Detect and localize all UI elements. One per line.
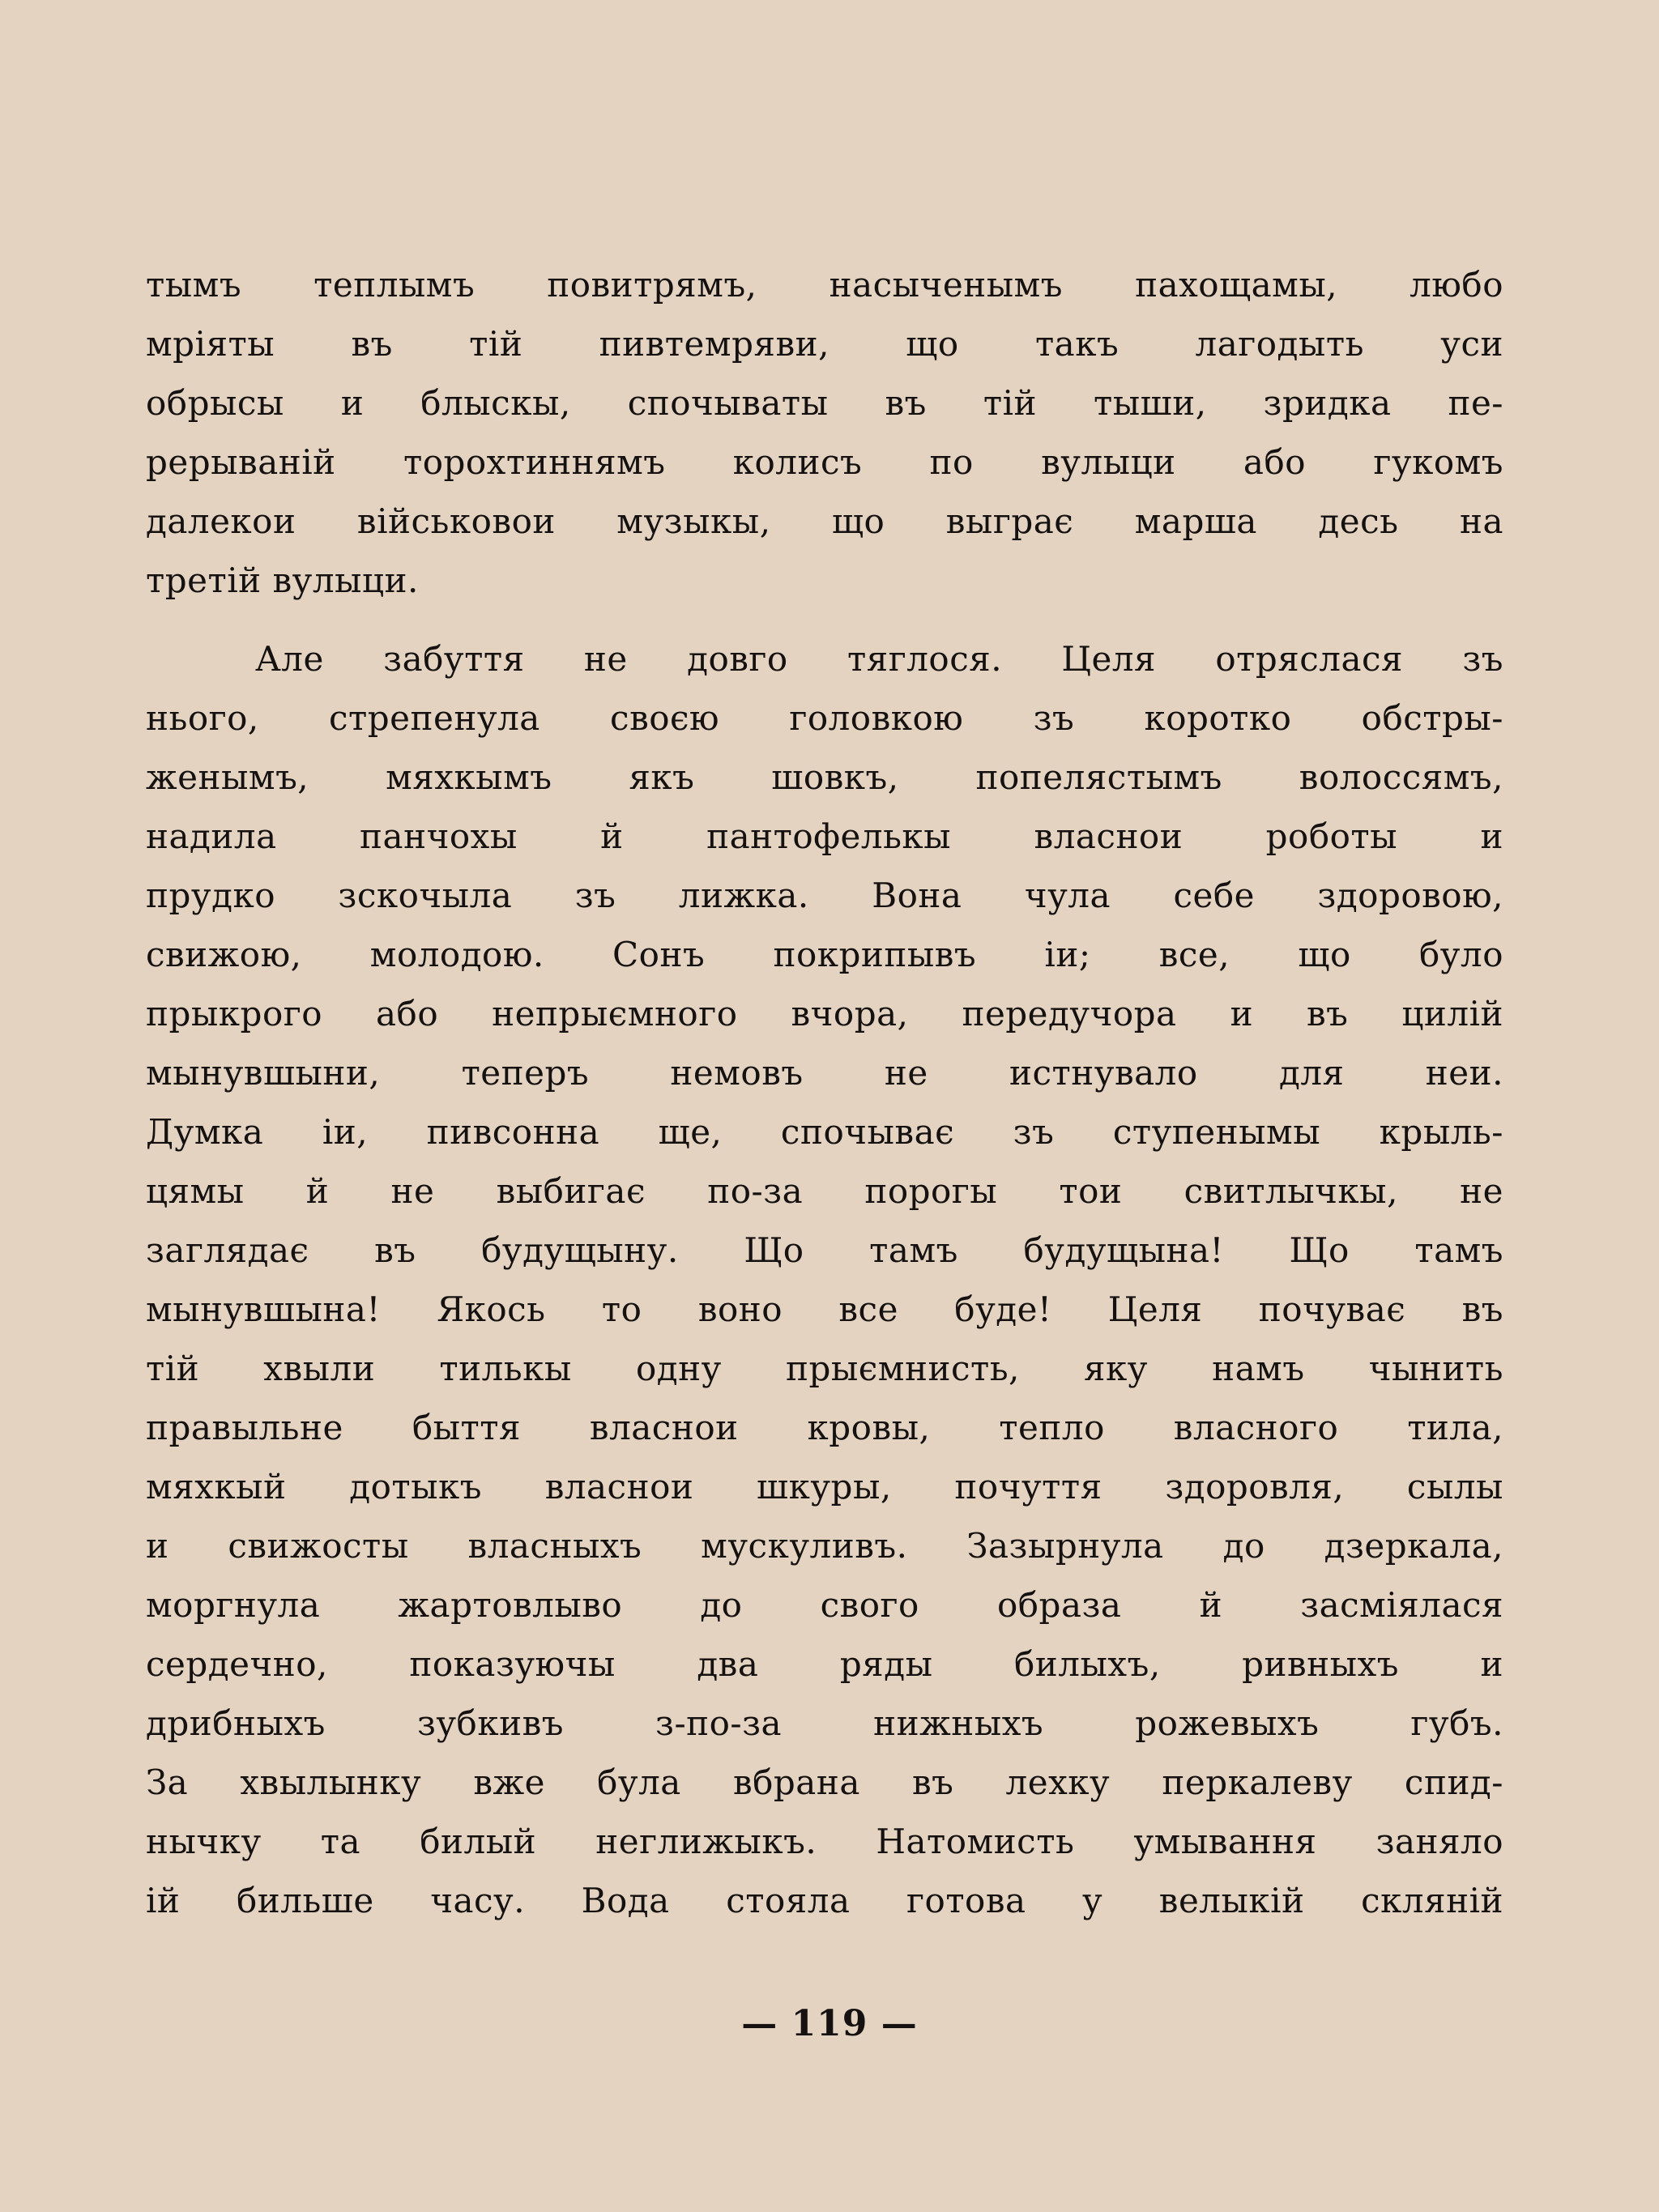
text-line: Але забуття не довго тяглося. Целя отряслася зъ xyxy=(255,639,1503,679)
text-line: и свижосты власныхъ мускуливъ. Зазырнула до дзеркала, xyxy=(146,1526,1503,1566)
text-line: тій хвыли тилькы одну прыємнисть, яку намъ чынить xyxy=(146,1349,1503,1388)
text-line: сердечно, показуючы два ряды билыхъ, ривныхъ и xyxy=(146,1644,1503,1684)
text-line: рерываній торохтиннямъ колисъ по вулыци або гукомъ xyxy=(146,442,1503,482)
text-line: женымъ, мяхкымъ якъ шовкъ, попелястымъ волоссямъ, xyxy=(146,757,1503,797)
text-line: заглядає въ будущыну. Що тамъ будущына! Що тамъ xyxy=(146,1230,1503,1270)
text-line: нычку та билый неглижыкъ. Натомисть умывання заняло xyxy=(146,1822,1503,1861)
text-line: моргнула жартовлыво до свого образа й засміялася xyxy=(146,1585,1503,1625)
text-line: надила панчохы й пантофелькы власнои роботы и xyxy=(146,816,1503,856)
text-line: дрибныхъ зубкивъ з-по-за нижныхъ рожевыхъ губъ. xyxy=(146,1703,1503,1743)
text-line: прыкрого або непрыємного вчора, передучора и въ цилій xyxy=(146,994,1503,1034)
text-line: цямы й не выбигає по-за порогы тои свитлычкы, не xyxy=(146,1171,1503,1211)
text-line: обрысы и блыскы, спочываты въ тій тыши, зридка пе- xyxy=(146,383,1503,423)
text-line: тымъ теплымъ повитрямъ, насыченымъ пахощамы, любо xyxy=(146,265,1503,305)
text-line: нього, стрепенула своєю головкою зъ коротко обстры- xyxy=(146,698,1503,738)
text-line: свижою, молодою. Сонъ покрипывъ іи; все, що було xyxy=(146,935,1503,974)
text-line: За хвылынку вже була вбрана въ лехку перкалеву спид- xyxy=(146,1762,1503,1802)
text-line: Думка іи, пивсонна ще, спочыває зъ ступенымы крыль- xyxy=(146,1112,1503,1152)
paragraph-1 xyxy=(146,255,1503,610)
text-line: правыльне быття власнои кровы, тепло власного тила, xyxy=(146,1408,1503,1447)
text-line: прудко зскочыла зъ лижка. Вона чула себе здоровою, xyxy=(146,876,1503,915)
page-text xyxy=(146,255,1503,1930)
text-line: мынувшыни, теперъ немовъ не истнувало для неи. xyxy=(146,1053,1503,1093)
page-number: — 119 — xyxy=(741,2003,918,2044)
text-line: мріяты въ тій пивтемряви, що такъ лагодыть уси xyxy=(146,324,1503,364)
text-line: далекои військовои музыкы, що выграє марша десь на xyxy=(146,501,1503,541)
text-line: третій вулыци. xyxy=(146,560,419,600)
text-line: ій бильше часу. Вода стояла готова у велыкій скляній xyxy=(146,1881,1503,1920)
text-line: мынувшына! Якось то воно все буде! Целя почуває въ xyxy=(146,1289,1503,1329)
text-line: мяхкый дотыкъ власнои шкуры, почуття здоровля, сылы xyxy=(146,1467,1503,1507)
paragraph-2 xyxy=(146,629,1503,1930)
